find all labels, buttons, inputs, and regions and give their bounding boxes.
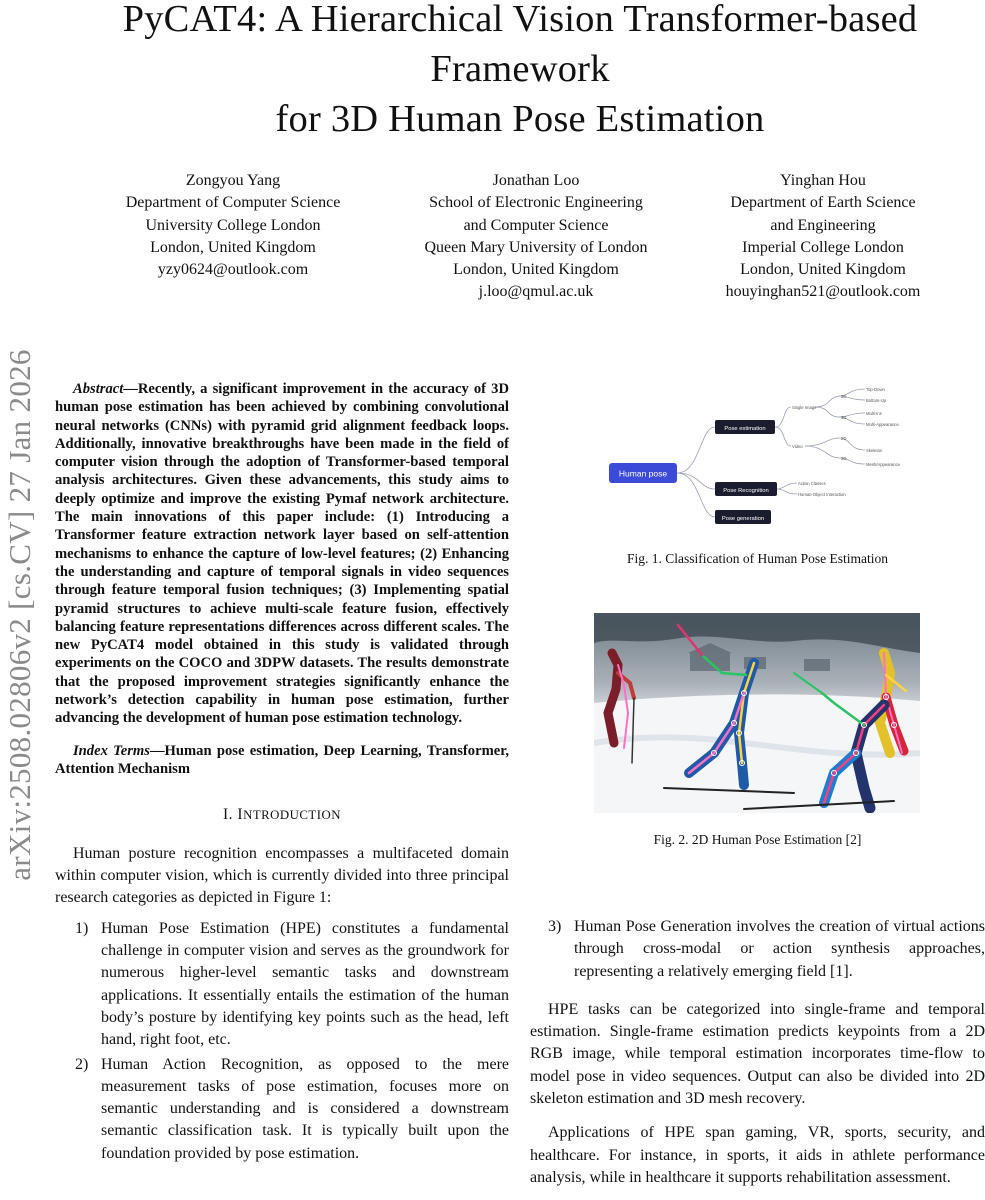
author-affiliation: Queen Mary University of London	[424, 238, 648, 256]
author-name: Zongyou Yang	[185, 172, 281, 189]
body-paragraph: Applications of HPE span gaming, VR, sports, security, and healthcare. For instance, in sports, it aids in athlete performance analysis, while in healthcare it supports rehabilitation assessment.	[530, 1124, 985, 1186]
leaf-label: Human-Object Interaction	[798, 492, 846, 497]
title-line-2: Framework	[430, 48, 610, 90]
author-affiliation: School of Electronic Engineering	[429, 194, 643, 212]
left-column	[55, 380, 509, 1167]
author-affiliation: and Engineering	[770, 216, 876, 234]
author-location: London, United Kingdom	[453, 261, 619, 279]
list-number: 2)	[75, 1055, 89, 1073]
leaf-label: Multi-Ins	[866, 411, 882, 416]
list-text: Human Action Recognition, as opposed to the mere measurement tasks of pose estimation, focuses more on semantic understanding and is considered a downstream semantic classification task. It is typically built upon the foundation provided by pose estimation.	[101, 1055, 509, 1162]
figure-2-caption: Fig. 2. 2D Human Pose Estimation [2]	[653, 832, 862, 847]
abstract-label: Abstract	[73, 381, 124, 397]
figure-1-caption: Fig. 1. Classification of Human Pose Estimation	[627, 551, 888, 566]
author-location: London, United Kingdom	[740, 261, 906, 279]
arxiv-stamp[interactable]: arXiv:2508.02806v2 [cs.CV] 27 Jan 2026	[2, 349, 37, 881]
branch-label: Pose estimation	[724, 426, 766, 432]
node-label: 2D	[841, 436, 847, 441]
leaf-label: Bottom-Up	[866, 398, 887, 403]
author-email[interactable]: j.loo@qmul.ac.uk	[478, 283, 594, 301]
body-paragraph: HPE tasks can be categorized into single-frame and temporal estimation. Single-frame estimation predicts keypoints from a 2D RGB image, while temporal estimation incorporates time-flow to model pose in video sequences. Output can also be divided into 2D skeleton estimation and 3D mesh recovery.	[530, 1000, 985, 1108]
section-number: I. I	[223, 806, 244, 824]
abstract-text: —Recently, a significant improvement in the accuracy of 3D human pose estimation has been achieved by combining convolutional neural networks (CNNs) with pyramid grid alignment feedback loops. Additionally, innovative breakthroughs have been made in the field of computer vision through the adoption of Transformer-based temporal analysis architectures. Given these advancements, this study aims to deeply optimize and improve the existing Pymaf network architecture. The main innovations of this paper include: (1) Introducing a Transformer feature extraction network layer based on self-attention mechanisms to enhance the capture of low-level features; (2) Enhancing the understanding and capture of temporal signals in video sequences through feature temporal fusion techniques; (3) Implementing spatial pyramid structures to achieve multi-scale feature fusion, effectively balancing feature representations differences across different scales. The new PyCAT4 model obtained in this study is validated through experiments on the COCO and 3DPW datasets. The results demonstrate that the proposed improvement strategies significantly enhance the network’s detection capability in human pose estimation, further advancing the development of human pose estimation technology.	[55, 381, 509, 727]
list-item	[530, 916, 985, 983]
leaf-label: Mesh/Appearance	[866, 462, 900, 467]
intro-paragraph: Human posture recognition encompasses a multifaceted domain within computer vision, which is currently divided into three principal research categories as depicted in Figure 1:	[55, 844, 509, 907]
leaf-label: Action Classes	[798, 481, 826, 486]
list-number: 3)	[548, 918, 562, 935]
section-heading	[55, 806, 509, 825]
abstract	[55, 380, 509, 728]
category-list-continued	[530, 916, 985, 983]
section-title: NTRODUCTION	[243, 808, 341, 823]
author-affiliation: University College London	[145, 216, 321, 234]
figure-1-classification-diagram	[605, 383, 905, 528]
author-name: Jonathan Loo	[492, 172, 580, 189]
title-line-3: for 3D Human Pose Estimation	[275, 98, 765, 140]
leaf-label: Multi-Appearance	[866, 422, 899, 427]
right-column	[530, 908, 985, 1189]
index-terms	[55, 742, 509, 779]
author-affiliation: Department of Earth Science	[730, 194, 916, 212]
author-block-2	[396, 170, 676, 304]
author-affiliation: Imperial College London	[742, 238, 904, 256]
author-location: London, United Kingdom	[150, 238, 316, 256]
title-line-1: PyCAT4: A Hierarchical Vision Transformer-based	[122, 0, 918, 40]
author-block-3	[700, 170, 946, 304]
author-affiliation: and Computer Science	[463, 216, 609, 234]
author-block-1	[104, 170, 362, 281]
branch-label: Pose Recognition	[723, 488, 769, 494]
paper-title	[40, 0, 985, 144]
node-label: Video	[792, 444, 803, 449]
node-label: 2D	[841, 394, 847, 399]
node-label: 3D	[841, 456, 847, 461]
author-email[interactable]: yzy0624@outlook.com	[157, 261, 309, 279]
list-item	[55, 918, 509, 1052]
list-text: Human Pose Estimation (HPE) constitutes a fundamental challenge in computer vision and serves as the groundwork for numerous higher-level semantic tasks and downstream applications. It essentially entails the estimation of the human body’s posture by identifying key points such as the head, left hand, right foot, etc.	[101, 919, 509, 1049]
figure-2-pose-photo	[594, 613, 920, 813]
author-email[interactable]: houyinghan521@outlook.com	[725, 283, 921, 301]
list-number: 1)	[75, 919, 89, 937]
node-label: Single Image	[792, 405, 817, 410]
leaf-label: Skeleton	[866, 448, 883, 453]
leaf-label: Top-Down	[866, 387, 885, 392]
category-list	[55, 918, 509, 1165]
root-node-label: Human pose	[618, 468, 668, 479]
author-affiliation: Department of Computer Science	[125, 194, 341, 212]
list-text: Human Pose Generation involves the creation of virtual actions through cross-modal or action synthesis approaches, representing a relatively emerging field [1].	[574, 918, 985, 980]
index-terms-text: —Human pose estimation, Deep Learning, Transformer, Attention Mechanism	[55, 742, 509, 777]
node-label: 3D	[841, 415, 847, 420]
index-terms-label: Index Terms	[73, 742, 150, 759]
list-item	[55, 1054, 509, 1165]
branch-label: Pose generation	[721, 516, 765, 522]
author-name: Yinghan Hou	[780, 172, 866, 189]
